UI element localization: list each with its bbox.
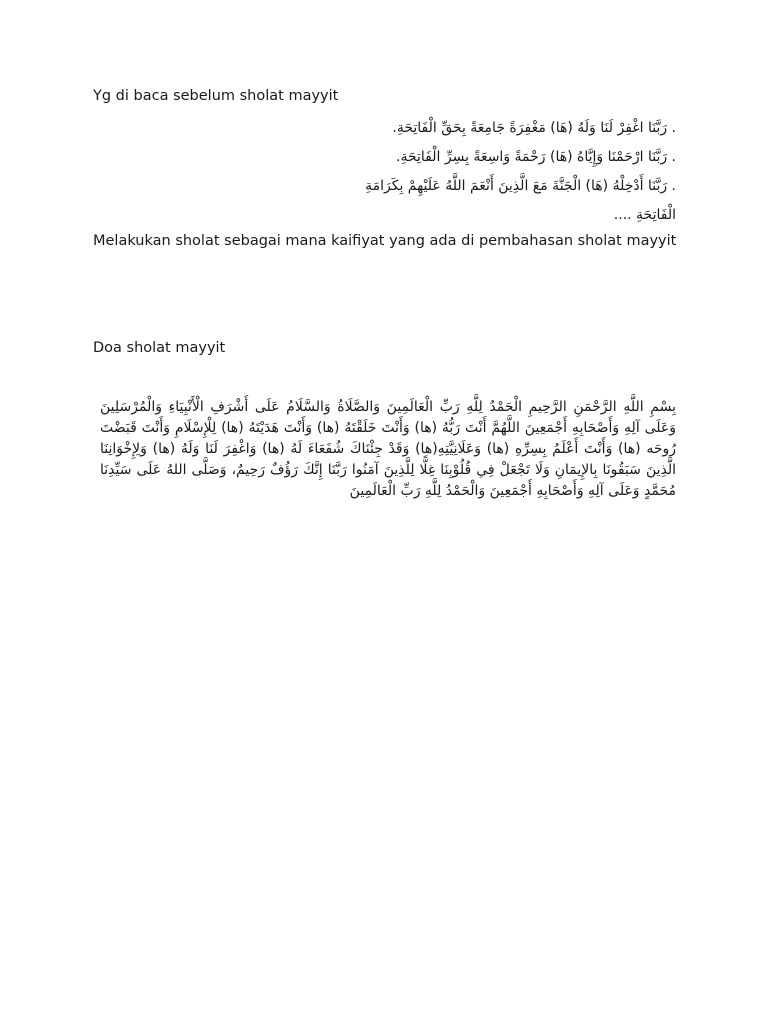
dua-line: الْفَاتِحَةِ ....	[613, 207, 676, 223]
dua-line: . رَبَّنَا اغْفِرْ لَنَا وَلَهُ (هَا) مَغْفِرَةً جَامِعَةً بِحَقِّ الْفَاتِحَةِ.	[392, 120, 676, 136]
dua-line: . رَبَّنَا ارْحَمْنَا وَإِيَّاهُ (هَا) رَحْمَةً وَاسِعَةً بِسِرِّ الْفَاتِحَةِ.	[396, 149, 676, 165]
heading-before-prayer: Yg di baca sebelum sholat mayyit	[93, 88, 339, 104]
dua-line: . رَبَّنَا أَدْخِلْهُ (هَا) الْجَنَّةَ مَعَ الَّذِينَ أَنْعَمَ اللَّهُ عَلَيْهِمْ بِكَرَامَةِ	[365, 178, 676, 194]
heading-doa: Doa sholat mayyit	[93, 340, 226, 356]
prayer-paragraph: بِسْمِ اللَّهِ الرَّحْمَنِ الرَّحِيمِ الْحَمْدُ لِلَّهِ رَبِّ الْعَالَمِينَ وَالصَّلَاةُ وَالسَّلَامُ عَلَى أَشْرَفِ الْأَنْبِيَاءِ وَالْمُرْسَلِينَ وَعَلَى آلِهِ وَأَصْحَابِهِ أَجْمَعِينَ اللَّهُمَّ أَنْتَ رَبُّهُ (ها) وَأَنْتَ خَلَقْتَهُ (ها) وَأَنْتَ هَدَيْتَهُ (ها) لِلْإِسْلَامِ وَأَنْتَ قَبَضْتَ رُوحَه (ها) وَأَنْتَ أَعْلَمُ بِسِرِّهِ (ها) وَعَلَانِيَّتِهِ(ها) وَقَدْ جِئْنَاكَ شُفَعَاءَ لَهُ (ها) وَاغْفِرَ لَنَا وَلَهُ (ها) وَلِإِخْوَانِنَا الَّذِينَ سَبَقُونَا بِالإِيمَانِ وَلَا تَجْعَلْ فِي قُلُوْبِنَا غِلًّا لِلَّذِينَ آمَنُوا رَبَّنَا إِنَّكَ رَؤُفٌ رَحِيمٌ، وَصَلَّى اللهُ عَلَى سَيِّدِنَا مُحَمَّدٍ وَعَلَى آلِهِ وَأَصْحَابِهِ أَجْمَعِينَ وَالْحَمْدُ لِلَّهِ رَبِّ الْعَالَمِينَ	[100, 399, 676, 499]
instruction-paragraph: Melakukan sholat sebagai mana kaifiyat yang ada di pembahasan sholat mayyit	[93, 233, 677, 249]
dua-list	[93, 114, 676, 230]
